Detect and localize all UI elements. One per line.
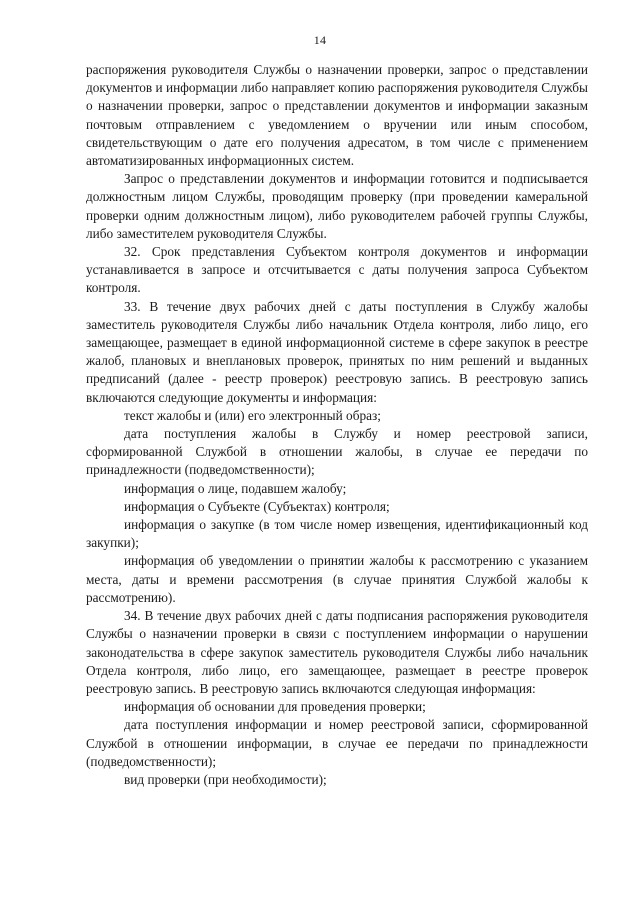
paragraph-item-32: 32. Срок представления Субъектом контроля документов и информации устанавливается в запросе и отсчитывается с даты получения запроса Субъектом контроля. <box>86 244 588 296</box>
list-item-complaint-text: текст жалобы и (или) его электронный образ; <box>124 407 381 423</box>
list-item-inspection-type: вид проверки (при необходимости); <box>124 771 327 787</box>
document-body <box>86 61 588 789</box>
page-number: 14 <box>313 33 327 47</box>
list-item-inspection-basis: информация об основании для проведения проверки; <box>124 699 426 715</box>
paragraph-request-signing: Запрос о представлении документов и информации готовится и подписывается должностным лицом Службы, проводящим проверку (при проведении камеральной проверки одним должностным лицом), либо руководителем рабочей группы Службы, либо заместителем руководителя Службы. <box>86 171 588 241</box>
paragraph-item-33: 33. В течение двух рабочих дней с даты поступления в Службу жалобы заместитель руководителя Службы либо начальник Отдела контроля, либо лицо, его замещающее, размещает в единой информационной системе в сфере закупок в реестре жалоб, плановых и внеплановых проверок, принятых по ним решений и выданных предписаний (далее - реестр проверок) реестровую запись. В реестровую запись включаются следующие документы и информация: <box>86 298 588 405</box>
paragraph-item-34: 34. В течение двух рабочих дней с даты подписания распоряжения руководителя Службы о назначении проверки в связи с поступлением информации о нарушении законодательства в сфере закупок заместитель руководителя Службы либо начальник Отдела контроля, либо лицо, его замещающее, размещает в реестре проверок реестровую запись. В реестровую запись включаются следующая информация: <box>86 608 588 696</box>
list-item-complaint-date: дата поступления жалобы в Службу и номер реестровой записи, сформированной Службой в отношении жалобы, в случае ее передачи по принадлежности (подведомственности); <box>86 426 588 478</box>
list-item-information-date: дата поступления информации и номер реестровой записи, сформированной Службой в отношении информации, в случае ее передачи по принадлежности (подведомственности); <box>86 717 588 769</box>
paragraph-continuation: распоряжения руководителя Службы о назначении проверки, запрос о представлении документов и информации либо направляет копию распоряжения руководителя Службы о назначении проверки, запрос о представлении документов и информации заказным почтовым отправлением с уведомлением о вручении или иным способом, свидетельствующим о дате его получения адресатом, в том числе с применением автоматизированных информационных систем. <box>86 62 588 169</box>
list-item-subject-info: информация о Субъекте (Субъектах) контроля; <box>124 498 390 514</box>
list-item-procurement-info: информация о закупке (в том числе номер извещения, идентификационный код закупки); <box>86 517 588 551</box>
list-item-acceptance-notice: информация об уведомлении о принятии жалобы к рассмотрению с указанием места, даты и времени рассмотрения (в случае принятия Службой жалобы к рассмотрению). <box>86 553 588 605</box>
list-item-complainant-info: информация о лице, подавшем жалобу; <box>124 480 347 496</box>
